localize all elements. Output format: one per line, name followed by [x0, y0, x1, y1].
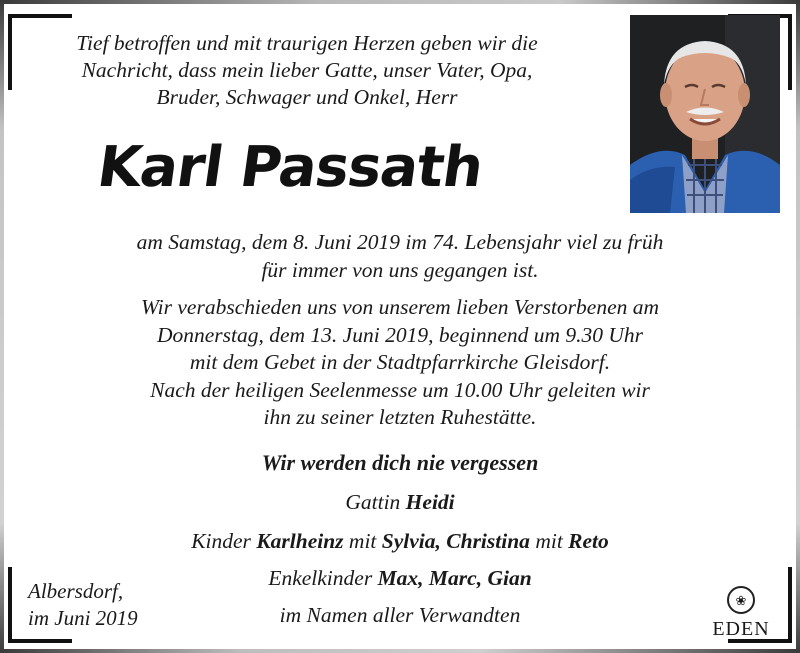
portrait-photo — [630, 15, 780, 213]
mourner-connector: mit — [535, 529, 563, 553]
motto: Wir werden dich nie vergessen — [261, 450, 539, 475]
death-notice-line: am Samstag, dem 8. Juni 2019 im 74. Lebensjahr viel zu früh — [136, 230, 664, 254]
border-top — [0, 0, 800, 4]
funeral-line: mit dem Gebet in der Stadtpfarrkirche Gleisdorf. — [189, 350, 611, 374]
funeral-line: Nach der heiligen Seelenmesse um 10.00 Uhr geleiten wir — [150, 377, 650, 402]
border-left — [0, 0, 4, 653]
portrait-illustration — [630, 15, 780, 213]
mourner-name: Sylvia, Christina — [381, 529, 530, 553]
death-notice — [40, 229, 760, 284]
place-date: Albersdorf, im Juni 2019 — [28, 579, 138, 630]
mourner-name: Reto — [568, 529, 609, 553]
mourner-relatives: im Namen aller Verwandten — [279, 603, 521, 627]
mourner-label: Enkelkinder — [268, 566, 373, 590]
funeral-details — [40, 294, 760, 432]
mourner-label: Kinder — [191, 529, 251, 553]
mourner-spouse — [40, 490, 760, 515]
intro-text: Tief betroffen und mit traurigen Herzen geben wir die Nachricht, dass mein lieber Gatte, unser Vater, Opa, Bruder, Schwager und Onkel, Herr — [76, 31, 538, 109]
deceased-name: Karl Passath — [93, 135, 487, 200]
funeral-line: Wir verabschieden uns von unserem lieben Verstorbenen am — [140, 295, 660, 319]
death-notice-line: für immer von uns gegangen ist. — [261, 257, 539, 282]
funeral-line: ihn zu seiner letzten Ruhestätte. — [263, 405, 537, 429]
funeral-line: Donnerstag, dem 13. Juni 2019, beginnend um 9.30 Uhr — [156, 322, 644, 347]
mourner-name: Heidi — [405, 490, 455, 514]
border-bottom — [0, 649, 800, 653]
mourner-name: Karlheinz — [256, 529, 344, 553]
mourner-name: Max, Marc, Gian — [377, 566, 532, 590]
eden-logo — [706, 586, 776, 641]
mourner-label: Gattin — [345, 490, 401, 514]
logo-text: EDEN — [712, 618, 770, 640]
tree-icon: ❀ — [727, 586, 755, 614]
mourner-children — [40, 529, 760, 554]
border-right — [796, 0, 800, 653]
mourner-connector: mit — [348, 529, 377, 553]
